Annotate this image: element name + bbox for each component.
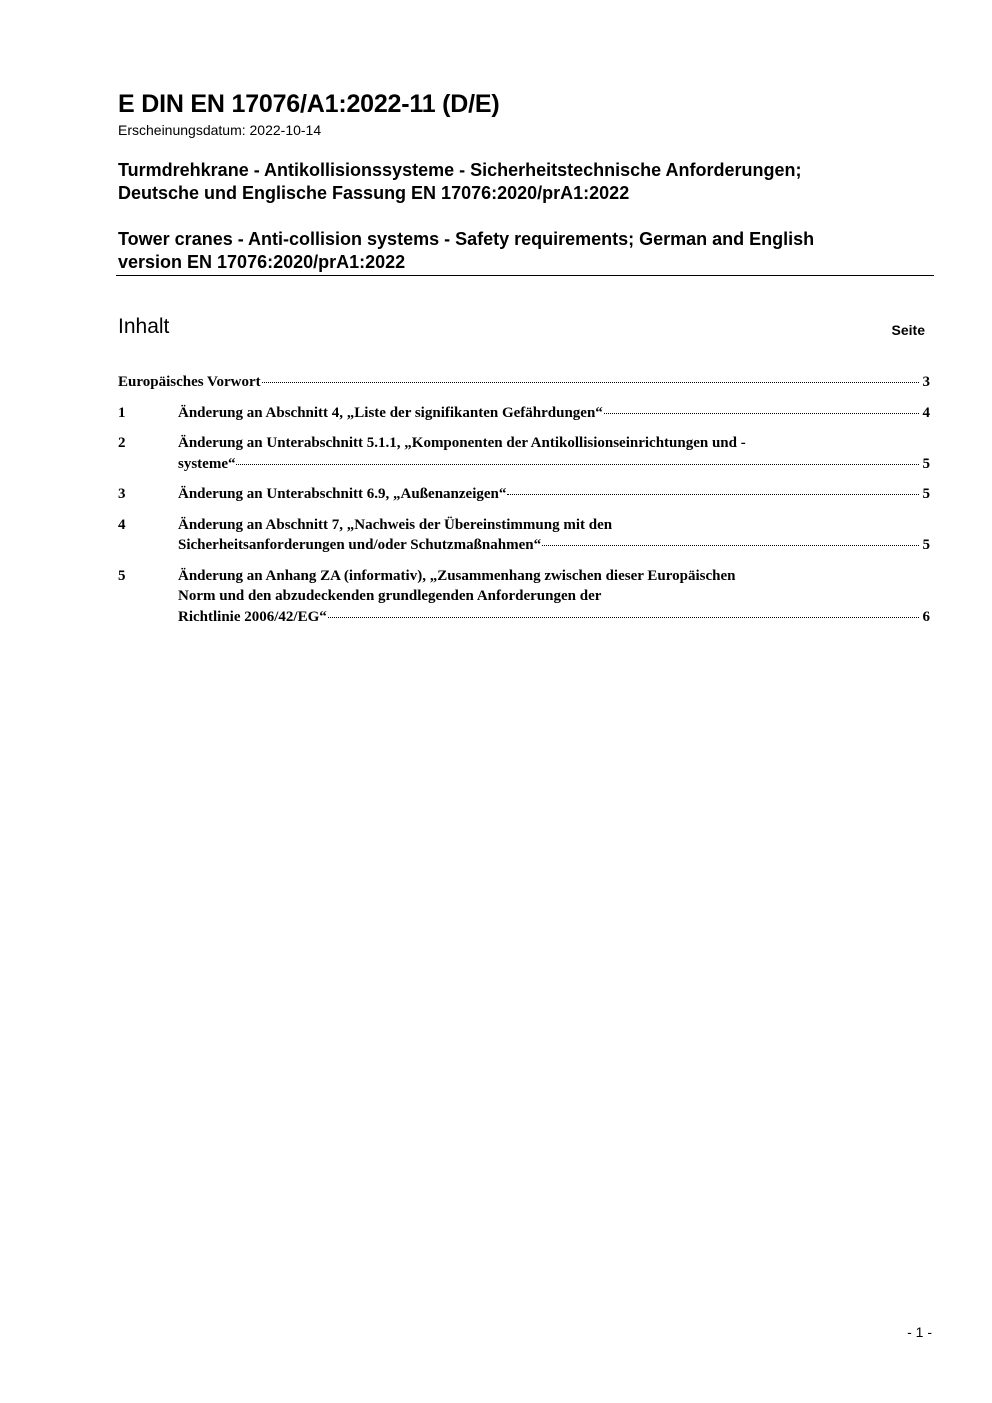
toc-entry-4[interactable] <box>118 515 930 556</box>
toc-entry-3[interactable] <box>118 484 930 505</box>
english-title-line: Tower cranes - Anti-collision systems - Safety requirements; German and English <box>118 229 815 249</box>
toc-entry-text: Änderung an Abschnitt 4, „Liste der signifikanten Gefährdungen“ <box>178 404 603 421</box>
toc-entry-1[interactable] <box>118 403 930 424</box>
toc-entry-page: 5 <box>922 537 930 553</box>
document-id: E DIN EN 17076/A1:2022-11 (D/E) <box>118 90 500 118</box>
toc-entry-text: systeme“ <box>178 455 236 472</box>
toc-entry-text: Änderung an Unterabschnitt 5.1.1, „Komponenten der Antikollisionseinrichtungen und - <box>178 435 746 451</box>
dot-leader <box>507 494 919 495</box>
toc-entry-number: 3 <box>118 486 126 502</box>
toc-entry-number: 4 <box>118 516 126 533</box>
page-number: - 1 - <box>907 1324 932 1340</box>
toc-entry-text: Änderung an Unterabschnitt 6.9, „Außenanzeigen“ <box>178 486 507 502</box>
german-title-line: Turmdrehkrane - Antikollisionssysteme - Sicherheitstechnische Anforderungen; <box>118 160 802 180</box>
toc-entry-text: Richtlinie 2006/42/EG“ <box>178 608 327 625</box>
german-title <box>118 159 918 205</box>
toc-entry-text: Norm und den abzudeckenden grundlegenden Anforderungen der <box>178 588 602 604</box>
toc-entry-page: 5 <box>922 486 930 502</box>
toc-heading: Inhalt <box>118 315 170 338</box>
table-of-contents <box>118 372 930 627</box>
toc-entry-page: 3 <box>922 374 930 390</box>
dot-leader <box>328 617 919 618</box>
dot-leader <box>236 464 919 465</box>
toc-entry-text: Änderung an Abschnitt 7, „Nachweis der Übereinstimmung mit den <box>178 516 613 533</box>
toc-entry-text: Änderung an Anhang ZA (informativ), „Zusammenhang zwischen dieser Europäischen <box>178 567 736 584</box>
toc-entry-page: 6 <box>922 608 930 625</box>
dot-leader <box>542 545 919 546</box>
toc-entry-page: 5 <box>922 455 930 472</box>
toc-entry-number: 1 <box>118 404 126 421</box>
toc-entry-vorwort[interactable] <box>118 372 930 393</box>
german-title-line: Deutsche und Englische Fassung EN 17076:2020/prA1:2022 <box>118 183 630 203</box>
header-divider <box>116 275 934 276</box>
dot-leader <box>262 382 919 383</box>
toc-entry-text: Sicherheitsanforderungen und/oder Schutzmaßnahmen“ <box>178 537 542 553</box>
toc-page-label: Seite <box>891 322 925 338</box>
english-title <box>118 228 918 274</box>
toc-entry-text: Europäisches Vorwort <box>118 374 261 390</box>
toc-entry-page: 4 <box>922 404 930 421</box>
toc-entry-5[interactable] <box>118 566 930 628</box>
dot-leader <box>604 413 919 414</box>
toc-entry-number: 5 <box>118 567 126 584</box>
toc-entry-2[interactable] <box>118 433 930 474</box>
publication-date: Erscheinungsdatum: 2022-10-14 <box>118 122 322 138</box>
toc-entry-number: 2 <box>118 435 126 451</box>
english-title-line: version EN 17076:2020/prA1:2022 <box>118 252 406 272</box>
